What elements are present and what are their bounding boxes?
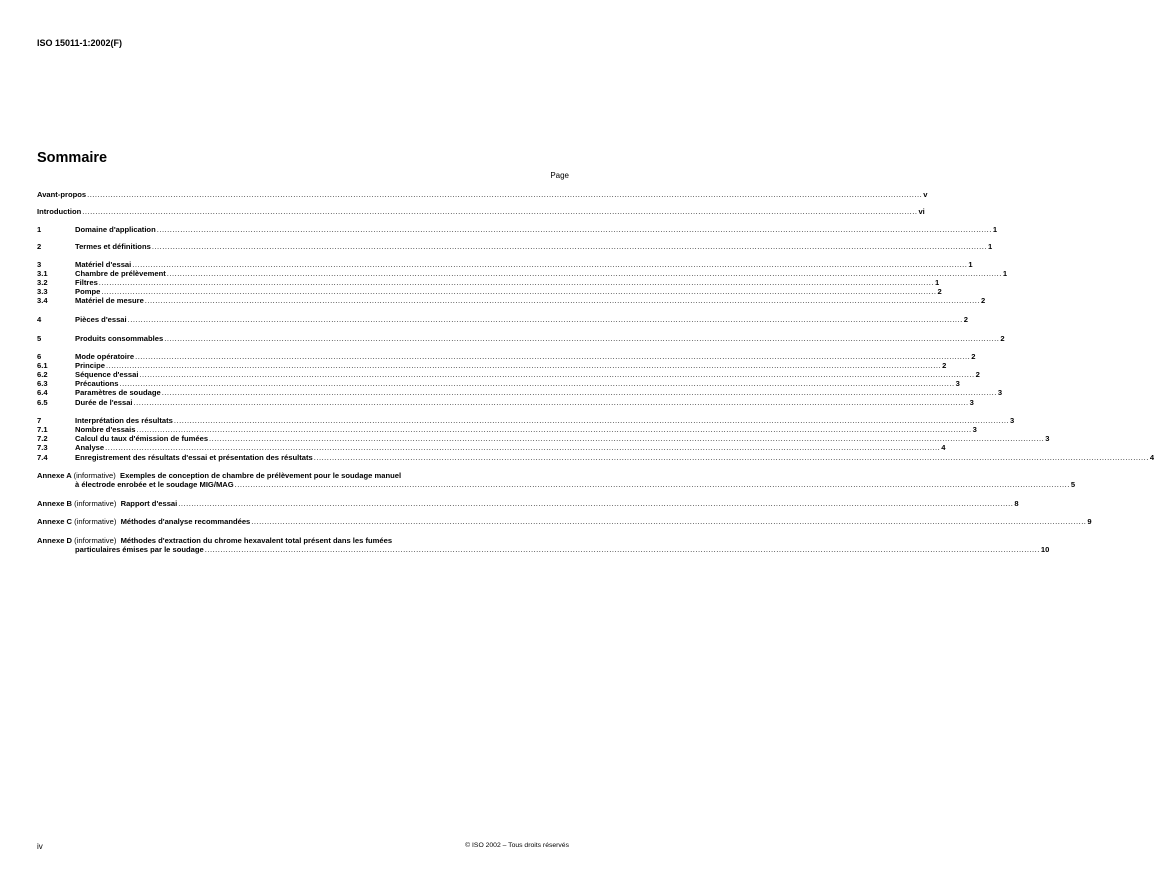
- leader-dots: [234, 480, 1071, 489]
- annex-title-line2: à électrode enrobée et le soudage MIG/MAG: [75, 480, 234, 490]
- toc-entry-title: Matériel de mesure: [75, 296, 144, 306]
- toc-entry-page: 3: [997, 388, 1003, 398]
- toc-entry-7-2[interactable]: [37, 434, 1050, 444]
- toc-entry-title: Principe: [75, 361, 105, 371]
- toc-entry-title: Enregistrement des résultats d'essai et présentation des résultats: [75, 452, 313, 462]
- leader-dots: [98, 278, 935, 287]
- toc-entry-page: 1: [968, 259, 973, 269]
- toc-entry-6-3[interactable]: [37, 379, 960, 389]
- toc-entry-title: Durée de l'essai: [75, 397, 133, 407]
- toc-entry-page: 2: [975, 370, 980, 380]
- leader-dots: [161, 388, 998, 397]
- toc-entry-title: Pièces d'essai: [75, 314, 127, 324]
- toc-entry-number: 7.1: [37, 425, 48, 435]
- toc-entry-page: vi: [918, 207, 925, 217]
- toc-entry-number: 6.2: [37, 370, 48, 380]
- annex-label: Annexe A (informative): [37, 471, 116, 481]
- toc-entry-page: 2: [980, 296, 986, 306]
- leader-dots: [204, 545, 1041, 554]
- toc-entry-page: 3: [1010, 416, 1015, 426]
- toc-entry-7-3[interactable]: [37, 443, 946, 453]
- page-number: iv: [37, 842, 43, 851]
- toc-entry-page: 1: [992, 224, 998, 234]
- toc-entry-title: Pompe: [75, 287, 101, 297]
- leader-dots: [173, 416, 1010, 425]
- toc-entry-title: Termes et définitions: [75, 242, 151, 252]
- toc-entry-page: 10: [1040, 545, 1050, 555]
- leader-dots: [81, 207, 918, 216]
- leader-dots: [135, 425, 972, 434]
- toc-entry-number: 7: [37, 416, 42, 426]
- toc-entry-title: Séquence d'essai: [75, 370, 139, 380]
- toc-entry-number: 4: [37, 314, 42, 324]
- toc-entry-number: 6: [37, 352, 42, 362]
- leader-dots: [313, 453, 1150, 462]
- toc-entry-number: 3.4: [37, 296, 48, 306]
- toc-entry-page: 4: [1149, 452, 1154, 462]
- toc-entry-page: 2: [942, 361, 947, 371]
- leader-dots: [151, 242, 988, 251]
- toc-entry-page: 5: [1070, 480, 1076, 490]
- toc-entry-number: 7.4: [37, 452, 48, 462]
- toc-entry-page: 4: [941, 443, 946, 453]
- toc-entry-6-2[interactable]: [37, 370, 980, 380]
- toc-entry-title: Calcul du taux d'émission de fumées: [75, 434, 209, 444]
- page-title: Sommaire: [37, 150, 108, 166]
- toc-entry-avant-propos[interactable]: [37, 190, 928, 199]
- annex-title-line1: Rapport d'essai: [120, 498, 178, 508]
- toc-entry-3[interactable]: [37, 259, 973, 269]
- toc-entry-page: 9: [1087, 517, 1092, 527]
- toc-entry-title: Matériel d'essai: [75, 259, 132, 269]
- leader-dots: [208, 434, 1045, 443]
- toc-entry-number: 6.5: [37, 397, 48, 407]
- toc-entry-number: 7.2: [37, 434, 48, 444]
- leader-dots: [118, 379, 955, 388]
- leader-dots: [105, 361, 942, 370]
- leader-dots: [86, 190, 923, 199]
- toc-entry-number: 5: [37, 333, 42, 343]
- toc-entry-6-4[interactable]: [37, 388, 1003, 398]
- toc-entry-number: 3: [37, 259, 42, 269]
- table-of-contents: [37, 190, 1154, 555]
- leader-dots: [131, 260, 968, 269]
- leader-dots: [250, 517, 1087, 526]
- toc-entry-page: 1: [934, 278, 940, 288]
- toc-entry-number: 3.2: [37, 278, 48, 288]
- toc-entry-title: Domaine d'application: [75, 224, 156, 234]
- leader-dots: [100, 287, 937, 296]
- toc-entry-introduction[interactable]: [37, 207, 925, 217]
- toc-entry-page: 3: [969, 397, 974, 407]
- leader-dots: [177, 499, 1014, 508]
- toc-entry-title: Mode opératoire: [75, 352, 135, 362]
- toc-entry-page: 2: [937, 287, 942, 297]
- toc-entry-number: 6.3: [37, 379, 48, 389]
- annex-title-line1: Exemples de conception de chambre de prélèvement pour le soudage manuel: [120, 471, 402, 481]
- toc-entry-title: Analyse: [75, 443, 105, 453]
- toc-entry-page: 8: [1014, 498, 1019, 508]
- toc-entry-number: 3.1: [37, 269, 48, 279]
- toc-entry-number: 2: [37, 242, 42, 252]
- toc-entry-title: Paramètres de soudage: [75, 388, 161, 398]
- toc-entry-page: 2: [971, 352, 976, 362]
- annex-title-line1: Méthodes d'extraction du chrome hexavalent total présent dans les fumées: [120, 536, 393, 545]
- toc-entry-3-3[interactable]: [37, 287, 942, 297]
- toc-annex-d[interactable]: [37, 536, 1050, 555]
- annex-label: Annexe C (informative): [37, 517, 117, 527]
- annex-label: Annexe D (informative): [37, 536, 117, 545]
- toc-entry-title: Chambre de prélèvement: [75, 269, 166, 279]
- toc-entry-page: 3: [1045, 434, 1050, 444]
- leader-dots: [163, 334, 1000, 343]
- toc-entry-number: 3.3: [37, 287, 48, 297]
- toc-entry-number: 1: [37, 224, 42, 234]
- annex-title-line1: Méthodes d'analyse recommandées: [120, 517, 251, 527]
- toc-annex-c[interactable]: [37, 517, 1092, 527]
- toc-entry-5[interactable]: [37, 333, 1005, 343]
- toc-entry-number: 6.4: [37, 388, 48, 398]
- leader-dots: [133, 398, 970, 407]
- annex-title-line2: particulaires émises par le soudage: [75, 545, 204, 555]
- toc-entry-number: 7.3: [37, 443, 48, 453]
- toc-entry-title: Précautions: [75, 379, 119, 389]
- toc-entry-7-4[interactable]: [37, 452, 1154, 462]
- toc-annex-b[interactable]: [37, 498, 1019, 508]
- toc-entry-3-1[interactable]: [37, 269, 1008, 279]
- toc-entry-page: 1: [987, 242, 993, 252]
- toc-entry-2[interactable]: [37, 242, 993, 252]
- leader-dots: [138, 370, 975, 379]
- toc-entry-7-1[interactable]: [37, 425, 977, 435]
- toc-entry-3-2[interactable]: [37, 278, 940, 288]
- toc-entry-3-4[interactable]: [37, 296, 986, 306]
- toc-annex-a[interactable]: [37, 471, 1076, 490]
- toc-entry-title: Nombre d'essais: [75, 425, 136, 435]
- leader-dots: [144, 296, 981, 305]
- leader-dots: [104, 443, 941, 452]
- toc-entry-page: v: [923, 190, 928, 199]
- page-column-label: Page: [550, 171, 569, 180]
- toc-entry-title: Interprétation des résultats: [75, 416, 173, 426]
- annex-label: Annexe B (informative): [37, 498, 117, 508]
- toc-entry-7[interactable]: [37, 416, 1015, 426]
- toc-entry-6-5[interactable]: [37, 397, 974, 407]
- toc-entry-6[interactable]: [37, 352, 976, 362]
- leader-dots: [134, 352, 971, 361]
- toc-entry-6-1[interactable]: [37, 361, 947, 371]
- toc-entry-page: 2: [1000, 333, 1005, 343]
- toc-entry-page: 1: [1002, 269, 1008, 279]
- toc-entry-page: 3: [955, 379, 960, 389]
- leader-dots: [156, 225, 993, 234]
- leader-dots: [166, 269, 1003, 278]
- copyright-notice: © ISO 2002 – Tous droits réservés: [465, 842, 569, 849]
- toc-entry-page: 2: [963, 314, 968, 324]
- document-id: ISO 15011-1:2002(F): [37, 38, 123, 48]
- toc-entry-1[interactable]: [37, 224, 998, 234]
- leader-dots: [127, 315, 964, 324]
- toc-entry-4[interactable]: [37, 314, 968, 324]
- toc-entry-title: Avant-propos: [37, 190, 87, 199]
- toc-entry-number: 6.1: [37, 361, 48, 371]
- toc-entry-title: Produits consommables: [75, 333, 164, 343]
- toc-entry-title: Introduction: [37, 207, 82, 217]
- toc-entry-title: Filtres: [75, 278, 98, 288]
- toc-entry-page: 3: [972, 425, 977, 435]
